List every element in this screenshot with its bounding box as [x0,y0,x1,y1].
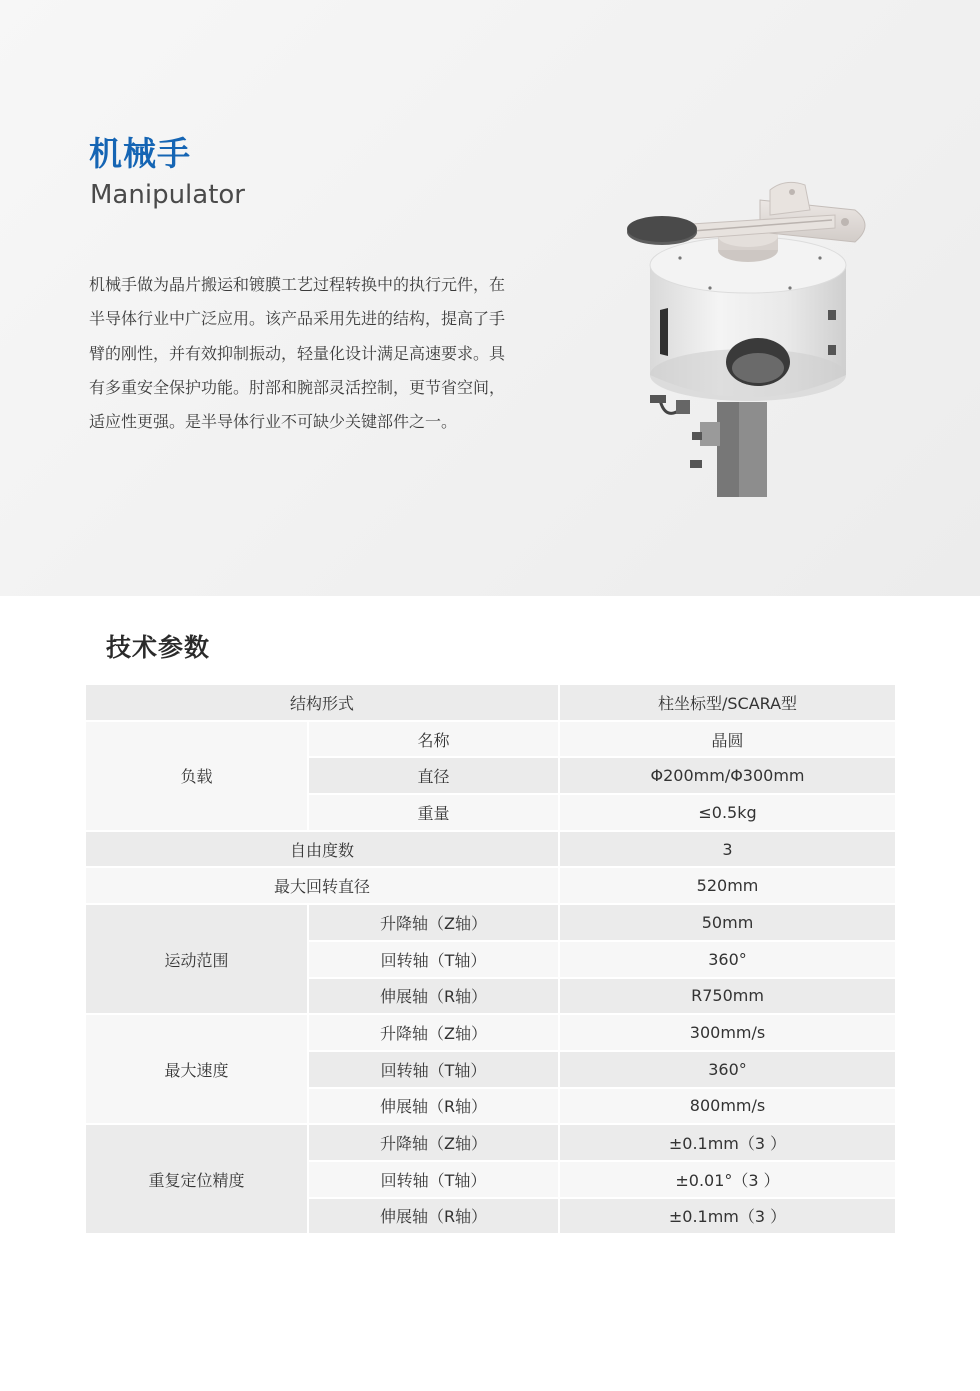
accuracy-r-label: 伸展轴（R轴） [308,1198,559,1235]
structure-value: 柱坐标型/SCARA型 [559,684,896,721]
motion-z-value: 50mm [559,904,896,941]
dof-value: 3 [559,831,896,868]
speed-t-value: 360° [559,1051,896,1088]
motion-t-label: 回转轴（T轴） [308,941,559,978]
rotation-diameter-label: 最大回转直径 [85,867,559,904]
table-row [85,1124,896,1161]
speed-t-label: 回转轴（T轴） [308,1051,559,1088]
product-description: 机械手做为晶片搬运和镀膜工艺过程转换中的执行元件，在半导体行业中广泛应用。该产品采用先进的结构，提高了手臂的刚性，并有效抑制振动，轻量化设计满足高速要求。具有多重安全保护功能。肘部和腕部灵活控制，更节省空间，适应性更强。是半导体行业不可缺少关键部件之一。 [89,275,506,432]
manipulator-product-image [620,170,890,510]
speed-r-label: 伸展轴（R轴） [308,1088,559,1125]
load-diameter-label: 直径 [308,757,559,794]
table-row [85,1014,896,1051]
rotation-diameter-value: 520mm [559,867,896,904]
load-weight-label: 重量 [308,794,559,831]
repeat-accuracy-label: 重复定位精度 [85,1124,308,1234]
motion-range-label: 运动范围 [85,904,308,1014]
load-weight-value: ≤0.5kg [559,794,896,831]
motion-r-label: 伸展轴（R轴） [308,978,559,1015]
structure-label: 结构形式 [85,684,559,721]
table-row [85,904,896,941]
accuracy-t-label: 回转轴（T轴） [308,1161,559,1198]
motion-t-value: 360° [559,941,896,978]
max-speed-label: 最大速度 [85,1014,308,1124]
specs-title: 技术参数 [106,633,211,662]
dof-label: 自由度数 [85,831,559,868]
table-row [85,867,896,904]
accuracy-t-value: ±0.01°（3 ） [559,1161,896,1198]
specs-table [84,683,897,1235]
table-row [85,831,896,868]
accuracy-z-label: 升降轴（Z轴） [308,1124,559,1161]
motion-r-value: R750mm [559,978,896,1015]
load-name-label: 名称 [308,721,559,758]
hero-section [0,0,980,596]
load-name-value: 晶圆 [559,721,896,758]
table-row [85,721,896,758]
load-diameter-value: Φ200mm/Φ300mm [559,757,896,794]
speed-z-label: 升降轴（Z轴） [308,1014,559,1051]
accuracy-r-value: ±0.1mm（3 ） [559,1198,896,1235]
load-label: 负载 [85,721,308,831]
speed-z-value: 300mm/s [559,1014,896,1051]
page-title: 机械手 [89,134,191,173]
table-row [85,684,896,721]
motion-z-label: 升降轴（Z轴） [308,904,559,941]
speed-r-value: 800mm/s [559,1088,896,1125]
accuracy-z-value: ±0.1mm（3 ） [559,1124,896,1161]
page-subtitle: Manipulator [90,180,245,210]
